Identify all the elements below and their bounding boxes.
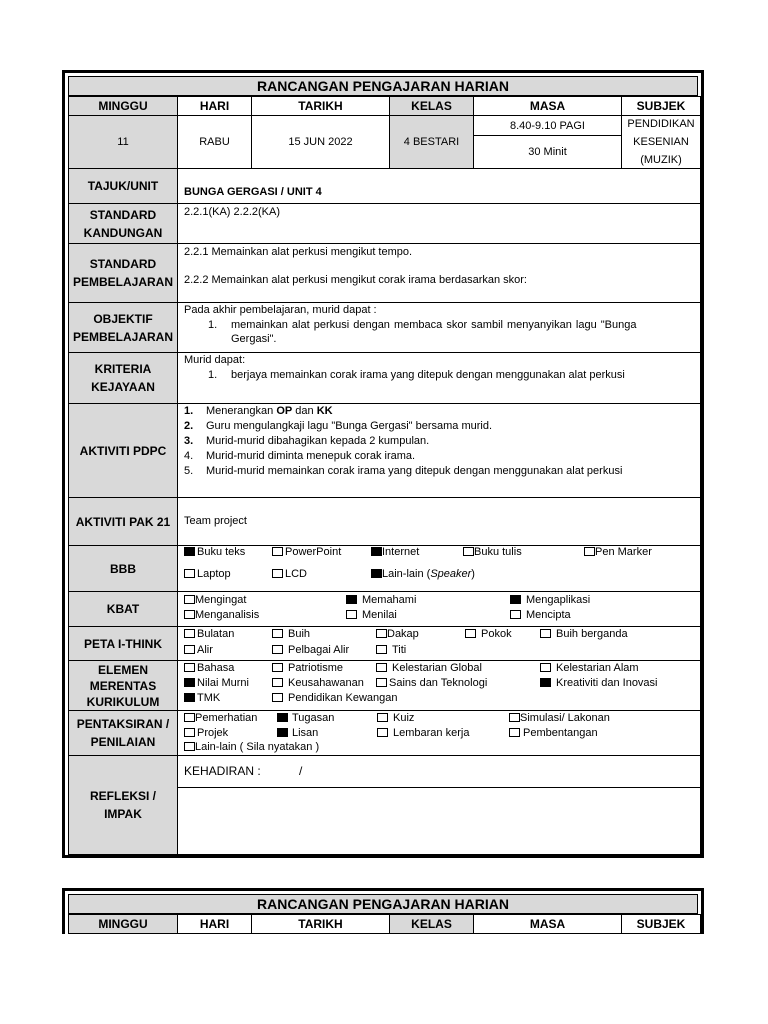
ithink-option-bulatan[interactable] [184, 628, 234, 641]
checkbox-icon[interactable] [272, 678, 283, 687]
refleksi-input[interactable] [177, 787, 701, 855]
checkbox-icon[interactable] [272, 693, 283, 702]
bbb-option-internet[interactable] [371, 546, 419, 559]
checkbox-icon[interactable] [376, 645, 387, 654]
checkbox-icon[interactable] [184, 693, 195, 702]
checkbox-icon[interactable] [184, 595, 195, 604]
bbb-option-label-end: ) [471, 568, 475, 580]
kbat-option-label: Memahami [362, 594, 417, 606]
pentaksiran-option-label: Pembentangan [523, 727, 598, 739]
ithink-option-label: Buih berganda [556, 628, 628, 640]
pentaksiran-option-simulasi[interactable] [509, 712, 610, 725]
checkbox-icon[interactable] [376, 629, 387, 638]
masa-time-value: 8.40-9.10 PAGI [473, 115, 622, 136]
header-kelas-2: KELAS [389, 914, 474, 934]
objektif-num: 1. [208, 319, 218, 331]
kriteria-cell [177, 352, 701, 404]
checkbox-icon[interactable] [272, 645, 283, 654]
kbat-option-label: Menilai [362, 609, 397, 621]
checkbox-icon[interactable] [184, 678, 195, 687]
pdpc-kk: KK [316, 405, 333, 417]
pdpc-item-4 [184, 449, 415, 463]
standard-kandungan-value: 2.2.1(KA) 2.2.2(KA) [184, 206, 280, 218]
pentaksiran-option-lisan[interactable] [277, 727, 318, 740]
masa-duration-value: 30 Minit [473, 135, 622, 169]
emk-option-kelestarian-global[interactable] [376, 662, 482, 675]
refleksi-label: REFLEKSI / IMPAK [68, 755, 178, 855]
header-hari: HARI [177, 96, 252, 116]
header-subjek: SUBJEK [621, 96, 701, 116]
checkbox-icon[interactable] [540, 678, 551, 687]
kbat-option-label: Mengaplikasi [526, 594, 591, 606]
header-minggu: MINGGU [68, 96, 178, 116]
checkbox-icon[interactable] [272, 629, 283, 638]
peta-ithink-cell [177, 626, 701, 661]
standard-kandungan-cell [177, 203, 701, 244]
ithink-option-label: Dakap [387, 628, 419, 640]
checkbox-icon[interactable] [540, 663, 551, 672]
checkbox-icon[interactable] [371, 569, 382, 578]
pdpc-item-1 [184, 404, 333, 418]
pdpc-text-3: Murid-murid dibahagikan kepada 2 kumpulan. [206, 435, 430, 447]
objektif-intro: Pada akhir pembelajaran, murid dapat : [184, 304, 377, 316]
emk-option-label: Kelestarian Alam [556, 662, 639, 674]
emk-option-label: Bahasa [197, 662, 235, 674]
pentaksiran-option-pembentangan[interactable] [509, 727, 598, 740]
pentaksiran-label: PENTAKSIRAN / PENILAIAN [68, 710, 178, 756]
ithink-option-label: Alir [197, 644, 213, 656]
emk-option-label: Pendidikan Kewangan [288, 692, 398, 704]
checkbox-icon[interactable] [272, 547, 283, 556]
emk-option-nilai-murni[interactable] [184, 677, 249, 690]
kbat-option-menganalisis[interactable] [184, 609, 259, 622]
checkbox-icon[interactable] [184, 629, 195, 638]
ithink-option-label: Bulatan [197, 628, 235, 640]
emk-option-label: Patriotisme [288, 662, 344, 674]
bbb-option-label: Lain-lain ( [382, 568, 431, 580]
checkbox-icon[interactable] [540, 629, 551, 638]
standard-kandungan-label: STANDARD KANDUNGAN [68, 203, 178, 244]
ithink-option-label: Titi [392, 644, 407, 656]
ithink-option-buih-berganda[interactable] [540, 628, 628, 641]
emk-option-pendidikan-kewangan[interactable] [272, 692, 397, 705]
header-subjek-2: SUBJEK [621, 914, 701, 934]
header-kelas: KELAS [389, 96, 474, 116]
bbb-option-pen-marker[interactable] [584, 546, 652, 559]
checkbox-icon[interactable] [346, 610, 357, 619]
kbat-option-memahami[interactable] [346, 594, 416, 607]
checkbox-icon[interactable] [184, 610, 195, 619]
pentaksiran-option-label: Pemerhatian [195, 712, 258, 724]
tajuk-value: BUNGA GERGASI / UNIT 4 [184, 186, 322, 198]
ithink-option-dakap[interactable] [376, 628, 419, 641]
bbb-option-powerpoint[interactable] [272, 546, 341, 559]
aktiviti-pak21-cell [177, 497, 701, 546]
checkbox-icon[interactable] [376, 678, 387, 687]
emk-option-sains-teknologi[interactable] [376, 677, 487, 690]
kelas-value: 4 BESTARI [389, 115, 474, 169]
kbat-option-label: Mencipta [526, 609, 571, 621]
pentaksiran-option-tugasan[interactable] [277, 712, 334, 725]
pdpc-num-3: 3. [184, 435, 194, 447]
ithink-option-pelbagai-alir[interactable] [272, 644, 349, 657]
header-masa: MASA [473, 96, 622, 116]
checkbox-icon[interactable] [277, 713, 288, 722]
pdpc-text-2: Guru mengulangkaji lagu "Bunga Gergasi" bersama murid. [206, 420, 493, 432]
checkbox-icon[interactable] [272, 569, 283, 578]
kriteria-item: berjaya memainkan corak irama yang ditepuk dengan menggunakan alat perkusi [231, 369, 625, 381]
pdpc-item-3 [184, 434, 429, 448]
checkbox-icon[interactable] [184, 645, 195, 654]
checkbox-icon[interactable] [184, 547, 195, 556]
ithink-option-label: Buih [288, 628, 311, 640]
header-hari-2: HARI [177, 914, 252, 934]
kriteria-num: 1. [208, 369, 218, 381]
emk-option-tmk[interactable] [184, 692, 220, 705]
checkbox-icon[interactable] [465, 629, 476, 638]
bbb-cell [177, 545, 701, 592]
ithink-option-label: Pokok [481, 628, 512, 640]
pentaksiran-option-lain-lain[interactable] [184, 741, 319, 754]
emk-option-label: Kelestarian Global [392, 662, 482, 674]
pentaksiran-option-label: Lembaran kerja [393, 727, 470, 739]
ithink-option-buih[interactable] [272, 628, 310, 641]
aktiviti-pak21-label: AKTIVITI PAK 21 [68, 497, 178, 546]
checkbox-icon[interactable] [184, 663, 195, 672]
kriteria-intro: Murid dapat: [184, 354, 246, 366]
kbat-option-mencipta[interactable] [510, 609, 571, 622]
bbb-option-buku-tulis[interactable] [463, 546, 522, 559]
rph-sheet-1 [62, 70, 704, 858]
sp-line-1: 2.2.1 Memainkan alat perkusi mengikut tempo. [184, 246, 413, 258]
checkbox-icon[interactable] [184, 569, 195, 578]
checkbox-icon[interactable] [463, 547, 474, 556]
tajuk-label: TAJUK/UNIT [68, 168, 178, 204]
peta-ithink-label: PETA I-THINK [68, 626, 178, 661]
bbb-option-lain-lain[interactable] [371, 568, 475, 581]
kehadiran-cell [177, 755, 701, 788]
pentaksiran-option-label: Lisan [292, 727, 319, 739]
bbb-option-label: LCD [285, 568, 308, 580]
bbb-label: BBB [68, 545, 178, 592]
checkbox-icon[interactable] [184, 742, 195, 751]
emk-option-label: Kreativiti dan Inovasi [556, 677, 658, 689]
bbb-option-label: Buku teks [197, 546, 246, 558]
kbat-label: KBAT [68, 591, 178, 627]
emk-cell [177, 660, 701, 711]
bbb-option-label: PowerPoint [285, 546, 342, 558]
emk-option-keusahawanan[interactable] [272, 677, 364, 690]
emk-option-label: Nilai Murni [197, 677, 249, 689]
bbb-option-label-em: Speaker [430, 568, 472, 580]
bbb-option-label: Pen Marker [595, 546, 652, 558]
pentaksiran-option-label: Kuiz [393, 712, 415, 724]
header-minggu-2: MINGGU [68, 914, 178, 934]
tarikh-value: 15 JUN 2022 [251, 115, 390, 169]
header-masa-2: MASA [473, 914, 622, 934]
checkbox-icon[interactable] [184, 728, 195, 737]
rph-sheet-2 [62, 888, 704, 934]
ithink-option-pokok[interactable] [465, 628, 512, 641]
checkbox-icon[interactable] [377, 713, 388, 722]
pdpc-text-4: Murid-murid diminta menepuk corak irama. [206, 450, 416, 462]
emk-option-bahasa[interactable] [184, 662, 234, 675]
pdpc-num-1: 1. [184, 405, 194, 417]
header-tarikh: TARIKH [251, 96, 390, 116]
checkbox-icon[interactable] [510, 610, 521, 619]
pentaksiran-option-projek[interactable] [184, 727, 228, 740]
checkbox-icon[interactable] [371, 547, 382, 556]
pdpc-text-1a: Menerangkan [206, 405, 277, 417]
sheet-title-2: RANCANGAN PENGAJARAN HARIAN [68, 894, 698, 914]
checkbox-icon[interactable] [277, 728, 288, 737]
emk-option-kreativiti-inovasi[interactable] [540, 677, 658, 690]
emk-label: ELEMEN MERENTAS KURIKULUM [68, 660, 178, 711]
bbb-option-label: Buku tulis [474, 546, 522, 558]
pdpc-num-2: 2. [184, 420, 194, 432]
sp-line-2: 2.2.2 Memainkan alat perkusi mengikut corak irama berdasarkan skor: [184, 274, 527, 286]
kbat-cell [177, 591, 701, 627]
pentaksiran-option-label: Lain-lain ( Sila nyatakan ) [195, 741, 320, 753]
checkbox-icon[interactable] [272, 663, 283, 672]
kbat-option-mengingat[interactable] [184, 594, 246, 607]
objektif-item-line-2: Gergasi". [231, 333, 277, 345]
pentaksiran-option-label: Projek [197, 727, 229, 739]
pentaksiran-cell [177, 710, 701, 756]
pdpc-num-4: 4. [184, 450, 194, 462]
sheet-title: RANCANGAN PENGAJARAN HARIAN [68, 76, 698, 96]
objektif-item-line-1: memainkan alat perkusi dengan membaca skor sambil menyanyikan lagu "Bunga [231, 319, 637, 331]
kbat-option-mengaplikasi[interactable] [510, 594, 590, 607]
bbb-option-buku-teks[interactable] [184, 546, 245, 559]
pdpc-item-2 [184, 419, 492, 433]
pentaksiran-option-label: Tugasan [292, 712, 335, 724]
objektif-label: OBJEKTIF PEMBELAJARAN [68, 302, 178, 353]
emk-option-kelestarian-alam[interactable] [540, 662, 639, 675]
checkbox-icon[interactable] [509, 728, 520, 737]
standard-pembelajaran-cell [177, 243, 701, 303]
ithink-option-titi[interactable] [376, 644, 406, 657]
standard-pembelajaran-label: STANDARD PEMBELAJARAN [68, 243, 178, 303]
pentaksiran-option-label: Simulasi/ Lakonan [520, 712, 610, 724]
ithink-option-label: Pelbagai Alir [288, 644, 350, 656]
checkbox-icon[interactable] [346, 595, 357, 604]
pentaksiran-option-kuiz[interactable] [377, 712, 414, 725]
emk-option-label: TMK [197, 692, 221, 704]
pdpc-text-5: Murid-murid memainkan corak irama yang ditepuk dengan menggunakan alat perkusi [206, 465, 623, 477]
minggu-value: 11 [68, 115, 178, 169]
aktiviti-pak21-value: Team project [184, 515, 247, 527]
checkbox-icon[interactable] [509, 713, 520, 722]
emk-option-label: Keusahawanan [288, 677, 364, 689]
kriteria-label: KRITERIA KEJAYAAN [68, 352, 178, 404]
pentaksiran-option-pemerhatian[interactable] [184, 712, 257, 725]
aktiviti-pdpc-cell [177, 403, 701, 498]
kbat-option-menilai[interactable] [346, 609, 397, 622]
bbb-option-label: Laptop [197, 568, 231, 580]
tajuk-cell [177, 168, 701, 204]
hari-value: RABU [177, 115, 252, 169]
checkbox-icon[interactable] [376, 663, 387, 672]
pdpc-num-5: 5. [184, 465, 194, 477]
checkbox-icon[interactable] [510, 595, 521, 604]
kehadiran-label: KEHADIRAN : [184, 764, 261, 778]
checkbox-icon[interactable] [184, 713, 195, 722]
pdpc-op: OP [276, 405, 293, 417]
kbat-option-label: Menganalisis [195, 609, 260, 621]
header-tarikh-2: TARIKH [251, 914, 390, 934]
subjek-value: PENDIDIKAN KESENIAN (MUZIK) [621, 115, 701, 169]
bbb-option-lcd[interactable] [272, 568, 307, 581]
emk-option-label: Sains dan Teknologi [389, 677, 488, 689]
kbat-option-label: Mengingat [195, 594, 247, 606]
kehadiran-slash: / [299, 764, 303, 778]
objektif-cell [177, 302, 701, 353]
emk-option-patriotisme[interactable] [272, 662, 343, 675]
pentaksiran-option-lembaran-kerja[interactable] [377, 727, 469, 740]
checkbox-icon[interactable] [584, 547, 595, 556]
pdpc-item-5 [184, 464, 622, 478]
bbb-option-label: Internet [382, 546, 420, 558]
aktiviti-pdpc-label: AKTIVITI PDPC [68, 403, 178, 498]
checkbox-icon[interactable] [377, 728, 388, 737]
pdpc-text-1b: dan [292, 405, 317, 417]
ithink-option-alir[interactable] [184, 644, 213, 657]
bbb-option-laptop[interactable] [184, 568, 231, 581]
